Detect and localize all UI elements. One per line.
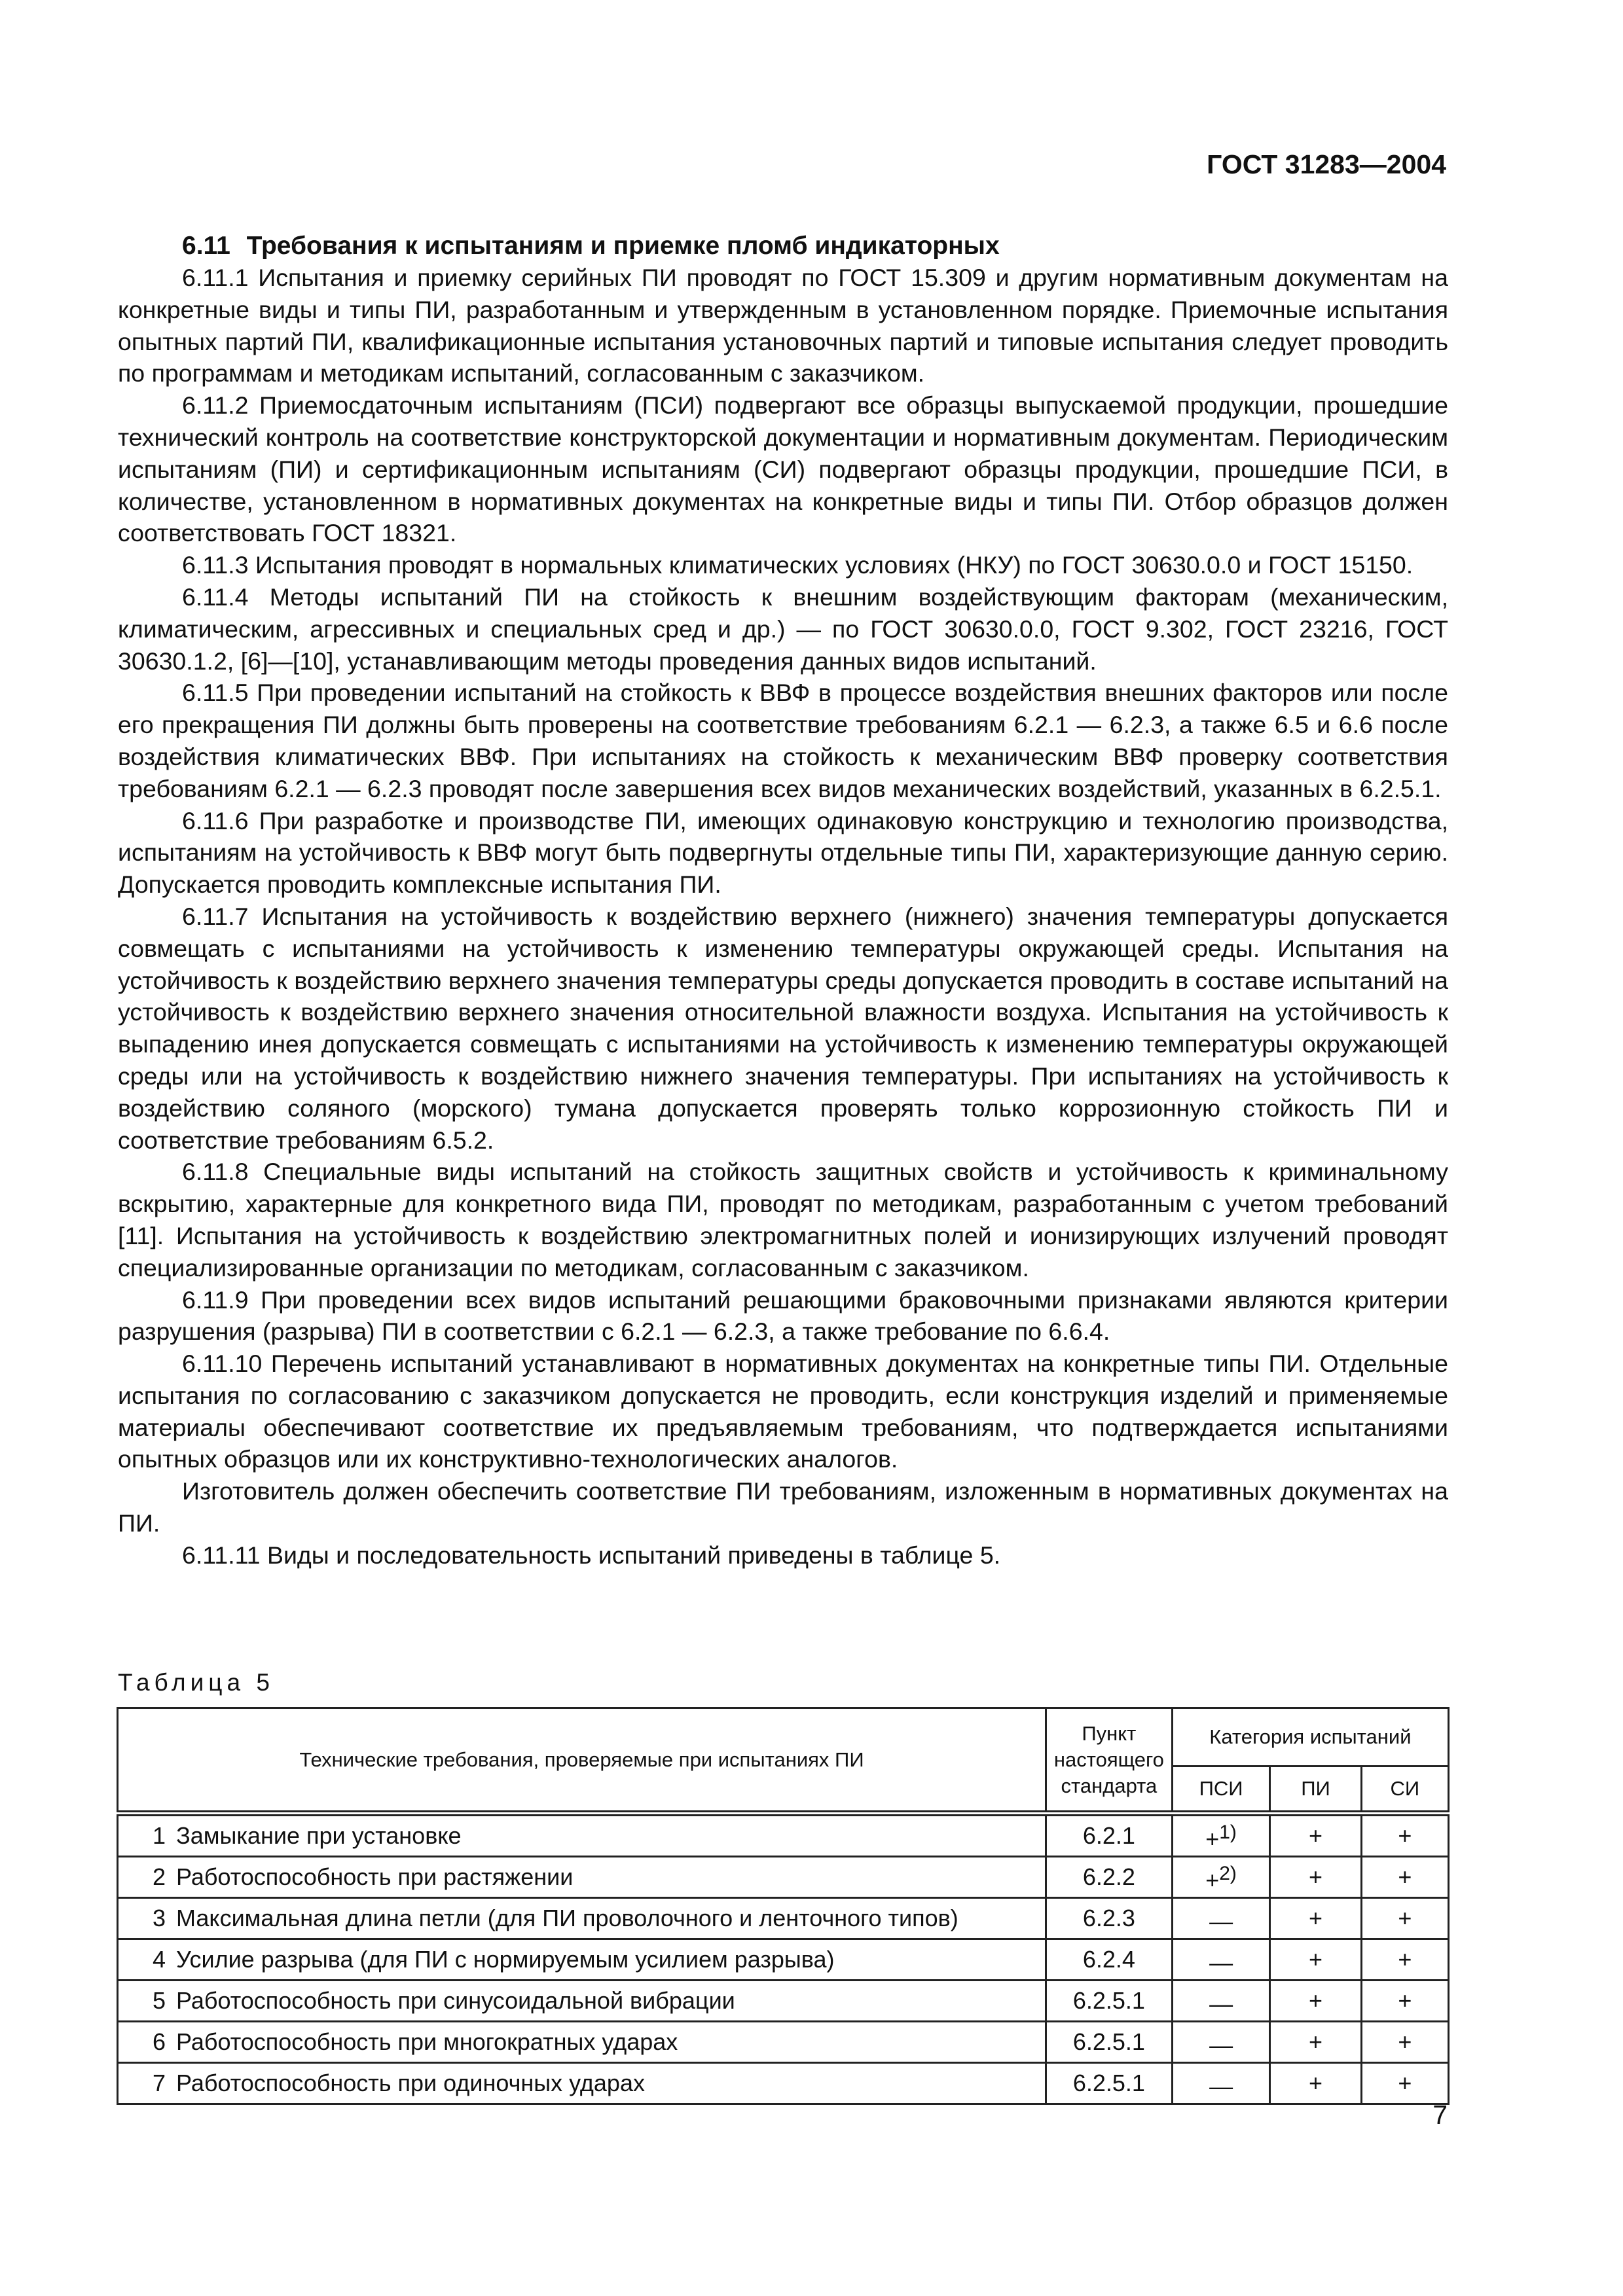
row-number: 1 xyxy=(153,1822,166,1849)
header-psi: ПСИ xyxy=(1172,1767,1269,1814)
paragraph-6-11-5: 6.11.5 При проведении испытаний на стойкость к ВВФ в процессе воздействия внешних факторов или после его прекращения ПИ должны быть проверены на соответствие требованиям 6.2.1 — 6.2.3, а также 6.5 и 6.6 после воздействия климатических ВВФ. При испытаниях на стойкость к механическим ВВФ проверку соответствия требованиям 6.2.1 — 6.2.3 проводят после завершения всех видов механических воздействий, указанных в 6.2.5.1. xyxy=(118,679,1448,802)
psi-cell xyxy=(1172,2063,1269,2104)
table-row xyxy=(118,1814,1449,1857)
clause-cell: 6.2.5.1 xyxy=(1046,2022,1172,2063)
header-requirements: Технические требования, проверяемые при испытаниях ПИ xyxy=(118,1708,1046,1814)
pi-cell: + xyxy=(1270,1814,1361,1857)
row-number: 2 xyxy=(153,1863,166,1890)
clause-cell: 6.2.4 xyxy=(1046,1939,1172,1981)
section-number: 6.11 xyxy=(182,232,230,260)
psi-mark: — xyxy=(1209,2032,1233,2058)
requirement-cell xyxy=(118,1857,1046,1898)
table-row xyxy=(118,2063,1449,2104)
si-cell: + xyxy=(1361,1857,1448,1898)
requirement-cell xyxy=(118,1939,1046,1981)
requirement-text: Работоспособность при синусоидальной вибрации xyxy=(176,1987,735,2014)
pi-cell: + xyxy=(1270,1857,1361,1898)
clause-cell: 6.2.5.1 xyxy=(1046,2063,1172,2104)
requirement-cell xyxy=(118,1981,1046,2022)
pi-cell: + xyxy=(1270,1898,1361,1939)
psi-mark: — xyxy=(1209,1990,1233,2017)
row-number: 4 xyxy=(153,1946,166,1973)
document-code: ГОСТ 31283—2004 xyxy=(1207,149,1446,179)
psi-mark: + xyxy=(1205,1867,1220,1893)
paragraph-manufacturer: Изготовитель должен обеспечить соответствие ПИ требованиям, изложенным в нормативных документах на ПИ. xyxy=(118,1477,1448,1537)
requirement-cell xyxy=(118,1814,1046,1857)
si-cell: + xyxy=(1361,1939,1448,1981)
paragraph-6-11-4: 6.11.4 Методы испытаний ПИ на стойкость к внешним воздействующим факторам (механическим, климатическим, агрессивных и специальных сред и др.) — по ГОСТ 30630.0.0, ГОСТ 9.302, ГОСТ 23216, ГОСТ 30630.1.2, [6]—[10], устанавливающим методы проведения данных видов испытаний. xyxy=(118,583,1448,675)
header-si: СИ xyxy=(1361,1767,1448,1814)
clause-cell: 6.2.1 xyxy=(1046,1814,1172,1857)
table-row xyxy=(118,1898,1449,1939)
requirement-text: Усилие разрыва (для ПИ с нормируемым усилием разрыва) xyxy=(176,1946,835,1973)
pi-cell: + xyxy=(1270,2022,1361,2063)
si-cell: + xyxy=(1361,1814,1448,1857)
table-row xyxy=(118,1981,1449,2022)
clause-cell: 6.2.3 xyxy=(1046,1898,1172,1939)
psi-cell xyxy=(1172,1898,1269,1939)
table-row xyxy=(118,1939,1449,1981)
requirement-text: Работоспособность при одиночных ударах xyxy=(176,2070,645,2096)
psi-cell xyxy=(1172,1857,1269,1898)
table-caption: Таблица 5 xyxy=(118,1669,274,1696)
paragraph-6-11-8: 6.11.8 Специальные виды испытаний на стойкость защитных свойств и устойчивость к криминальному вскрытию, характерные для конкретного вида ПИ, проводят по методикам, разработанным с учетом требований [11]. Испытания на устойчивость к воздействию электромагнитных полей и ионизирующих излучений проводят специализированные организации по методикам, согласованным с заказчиком. xyxy=(118,1158,1448,1282)
psi-mark: — xyxy=(1209,1908,1233,1935)
page-number: 7 xyxy=(1432,2100,1448,2130)
tests-table xyxy=(117,1707,1450,2105)
psi-cell xyxy=(1172,1814,1269,1857)
page-body xyxy=(118,230,1448,1571)
table-row xyxy=(118,2022,1449,2063)
requirement-cell xyxy=(118,1898,1046,1939)
row-number: 3 xyxy=(153,1905,166,1931)
paragraph-6-11-11: 6.11.11 Виды и последовательность испытаний приведены в таблице 5. xyxy=(182,1541,1001,1569)
psi-cell xyxy=(1172,1939,1269,1981)
header-pi: ПИ xyxy=(1270,1767,1361,1814)
requirement-text: Работоспособность при растяжении xyxy=(176,1863,574,1890)
row-number: 5 xyxy=(153,1987,166,2014)
psi-cell xyxy=(1172,1981,1269,2022)
footnote-ref: 1) xyxy=(1219,1821,1237,1843)
pi-cell: + xyxy=(1270,1981,1361,2022)
clause-cell: 6.2.5.1 xyxy=(1046,1981,1172,2022)
paragraph-6-11-6: 6.11.6 При разработке и производстве ПИ, имеющих одинаковую конструкцию и технологию производства, испытаниям на устойчивость к ВВФ могут быть подвергнуты отдельные типы ПИ, характеризующие данную серию. Допускается проводить комплексные испытания ПИ. xyxy=(118,806,1448,899)
pi-cell: + xyxy=(1270,1939,1361,1981)
psi-mark: + xyxy=(1205,1825,1220,1852)
requirement-text: Максимальная длина петли (для ПИ проволочного и ленточного типов) xyxy=(176,1905,958,1931)
requirement-text: Замыкание при установке xyxy=(176,1822,462,1849)
requirement-cell xyxy=(118,2022,1046,2063)
si-cell: + xyxy=(1361,1981,1448,2022)
paragraph-6-11-9: 6.11.9 При проведении всех видов испытаний решающими браковочными признаками являются критерии разрушения (разрыва) ПИ в соответствии с 6.2.1 — 6.2.3, а также требование по 6.6.4. xyxy=(118,1285,1448,1346)
si-cell: + xyxy=(1361,2022,1448,2063)
section-title: Требования к испытаниям и приемке пломб индикаторных xyxy=(246,232,1000,260)
si-cell: + xyxy=(1361,2063,1448,2104)
paragraph-6-11-10: 6.11.10 Перечень испытаний устанавливают в нормативных документах на конкретные типы ПИ. Отдельные испытания по согласованию с заказчиком допускается не проводить, если конструкция изделий и применяемые материалы обеспечивают соответствие их предъявляемым требованиям, что подтверждается испытаниями опытных образцов или их конструктивно-технологических аналогов. xyxy=(118,1350,1448,1473)
si-cell: + xyxy=(1361,1898,1448,1939)
table-row xyxy=(118,1857,1449,1898)
pi-cell: + xyxy=(1270,2063,1361,2104)
footnote-ref: 2) xyxy=(1219,1863,1237,1884)
paragraph-6-11-7: 6.11.7 Испытания на устойчивость к воздействию верхнего (нижнего) значения температуры допускается совмещать с испытаниями на устойчивость к изменению температуры окружающей среды. Испытания на устойчивость к воздействию верхнего значения температуры среды допускается проводить в составе испытаний на устойчивость к воздействию верхнего значения относительной влажности воздуха. Испытания на устойчивость к выпадению инея допускается совмещать с испытаниями на устойчивость к изменению температуры окружающей среды или на устойчивость к воздействию нижнего значения температуры. При испытаниях на устойчивость к воздействию соляного (морского) тумана допускается проверять только коррозионную стойкость ПИ и соответствие требованиям 6.5.2. xyxy=(118,902,1448,1154)
clause-cell: 6.2.2 xyxy=(1046,1857,1172,1898)
row-number: 7 xyxy=(153,2070,166,2096)
paragraph-6-11-2: 6.11.2 Приемосдаточным испытаниям (ПСИ) подвергают все образцы выпускаемой продукции, прошедшие технический контроль на соответствие конструкторской документации и нормативным документам. Периодическим испытаниям (ПИ) и сертификационным испытаниям (СИ) подвергают образцы продукции, прошедшие ПСИ, в количестве, установленном в нормативных документах на конкретные виды и типы ПИ. Отбор образцов должен соответствовать ГОСТ 18321. xyxy=(118,391,1448,547)
psi-mark: — xyxy=(1209,1949,1233,1976)
paragraph-6-11-3: 6.11.3 Испытания проводят в нормальных климатических условиях (НКУ) по ГОСТ 30630.0.0 и ГОСТ 15150. xyxy=(182,551,1413,579)
header-category: Категория испытаний xyxy=(1172,1708,1448,1767)
row-number: 6 xyxy=(153,2028,166,2055)
header-clause: Пункт настоящего стандарта xyxy=(1046,1708,1172,1814)
requirement-text: Работоспособность при многократных ударах xyxy=(176,2028,678,2055)
psi-mark: — xyxy=(1209,2073,1233,2100)
paragraph-6-11-1: 6.11.1 Испытания и приемку серийных ПИ проводят по ГОСТ 15.309 и другим нормативным документам на конкретные виды и типы ПИ, разработанным и утвержденным в установленном порядке. Приемочные испытания опытных партий ПИ, квалификационные испытания установочных партий и типовые испытания следует проводить по программам и методикам испытаний, согласованным с заказчиком. xyxy=(118,264,1448,387)
section-heading xyxy=(118,230,1448,262)
requirement-cell xyxy=(118,2063,1046,2104)
psi-cell xyxy=(1172,2022,1269,2063)
